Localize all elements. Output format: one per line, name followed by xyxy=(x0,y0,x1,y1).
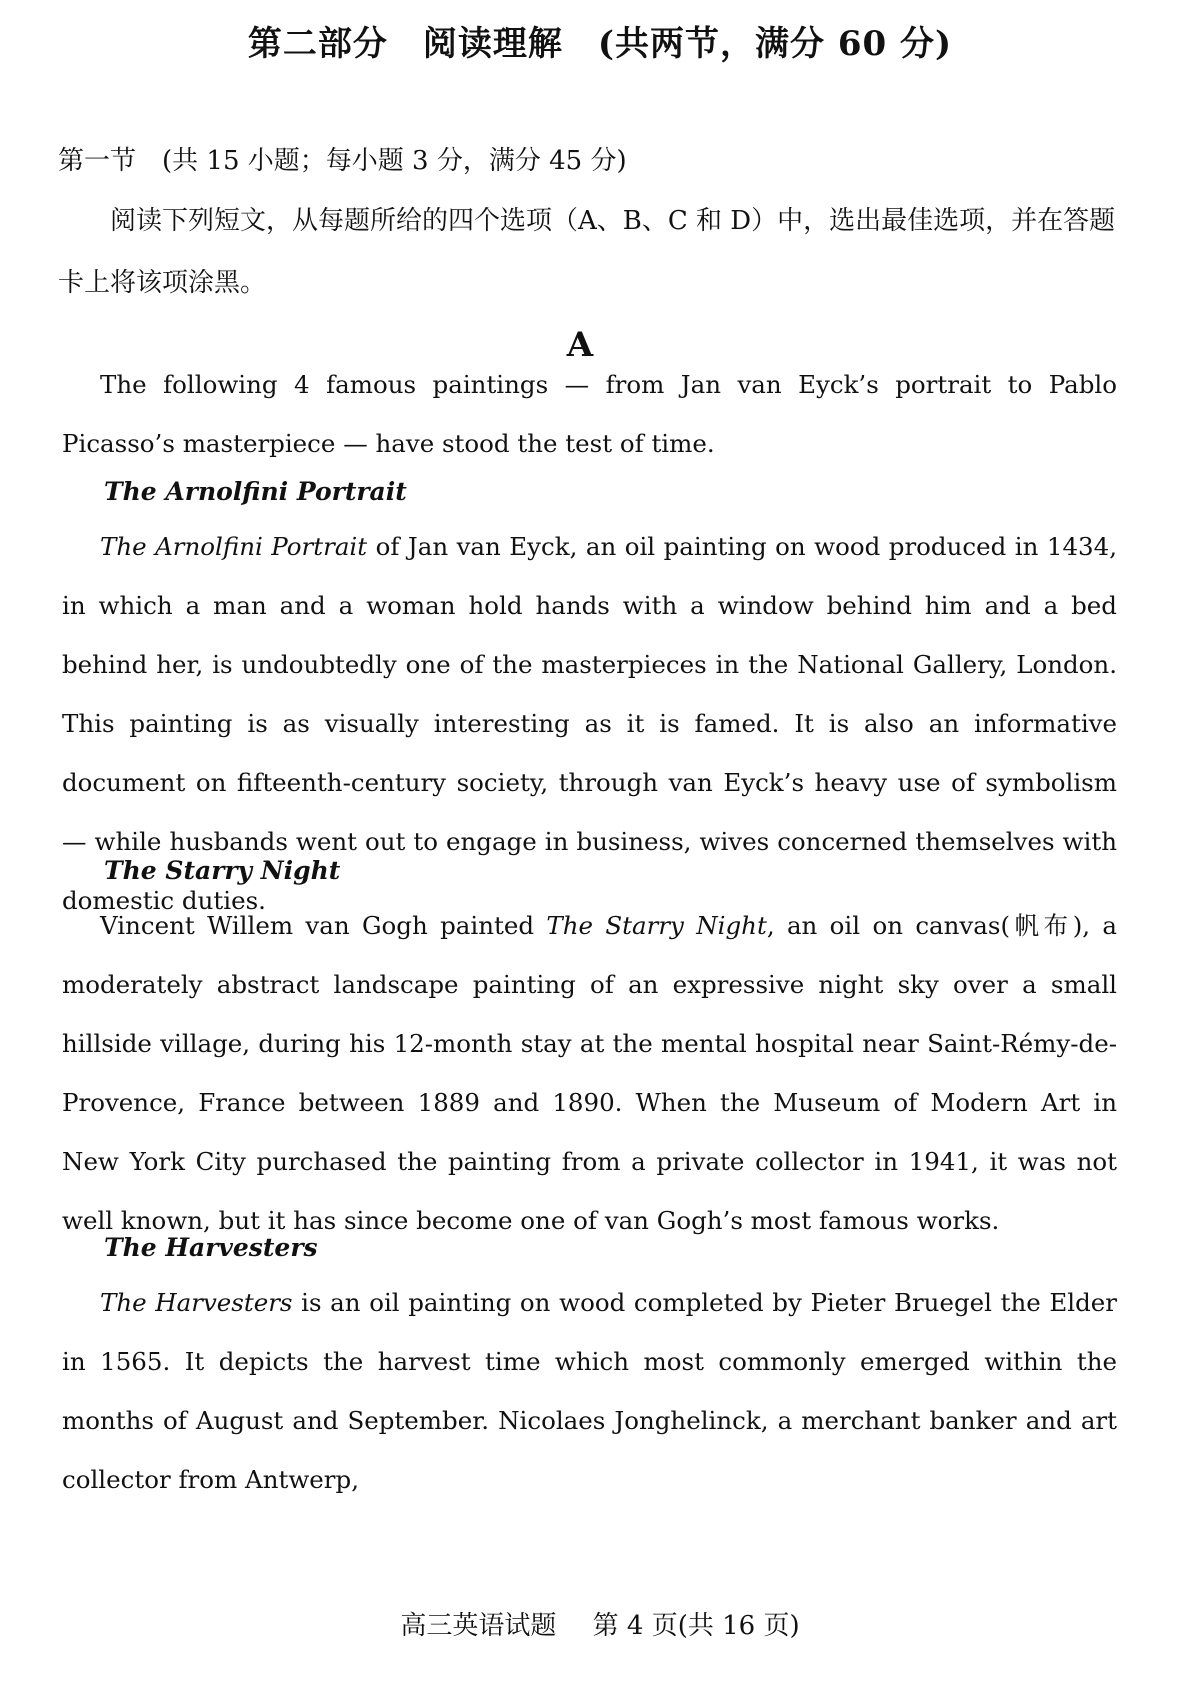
part-title: 第二部分 阅读理解 (共两节，满分 60 分) xyxy=(247,24,953,64)
page-footer xyxy=(0,1605,1200,1642)
painting-title-harvesters: The Harvesters xyxy=(100,1288,293,1317)
passage-letter: A xyxy=(566,325,594,365)
footer-page-number: 第 4 页(共 16 页) xyxy=(592,1611,800,1641)
paragraph-text: Vincent Willem van Gogh painted xyxy=(100,911,547,940)
paragraph-text: of Jan van Eyck, an oil painting on wood produced in 1434, in which a man and a woman hold hands with a window behind him and a bed behind her, is undoubtedly one of the masterpieces in the National Gallery, London. This painting is as visually interesting as it is famed. It is also an informative document on fifteenth-century society, through van Eyck’s heavy use of symbolism — while husbands went out to engage in business, wives concerned themselves with domestic duties. xyxy=(62,532,1117,915)
painting-title-starry-night: The Starry Night xyxy=(546,911,767,940)
painting-heading-arnolfini: The Arnolfini Portrait xyxy=(104,477,407,506)
painting-heading-starry-night: The Starry Night xyxy=(104,856,341,885)
section-heading: 第一节 (共 15 小题；每小题 3 分，满分 45 分) xyxy=(58,146,627,176)
painting-paragraph-harvesters xyxy=(62,1273,1117,1509)
painting-title-arnolfini: The Arnolfini Portrait xyxy=(100,532,368,561)
painting-heading-harvesters: The Harvesters xyxy=(104,1233,318,1262)
instructions-paragraph: 阅读下列短文，从每题所给的四个选项（A、B、C 和 D）中，选出最佳选项，并在答题卡上将该项涂黑。 xyxy=(58,206,1116,298)
painting-paragraph-starry-night xyxy=(62,896,1117,1250)
paragraph-text: , an oil on canvas(帆布), a moderately abstract landscape painting of an expressive night sky over a small hillside village, during his 12-month stay at the mental hospital near Saint-Rémy-de-Provence, France between 1889 and 1890. When the Museum of Modern Art in New York City purchased the painting from a private collector in 1941, it was not well known, but it has since become one of van Gogh’s most famous works. xyxy=(62,911,1117,1235)
passage-intro: The following 4 famous paintings — from Jan van Eyck’s portrait to Pablo Picasso’s masterpiece — have stood the test of time. xyxy=(62,370,1117,458)
footer-exam-name: 高三英语试题 xyxy=(400,1611,557,1641)
paragraph-text: is an oil painting on wood completed by Pieter Bruegel the Elder in 1565. It depicts the harvest time which most commonly emerged within the months of August and September. Nicolaes Jonghelinck, a merchant banker and art collector from Antwerp, xyxy=(62,1288,1117,1494)
